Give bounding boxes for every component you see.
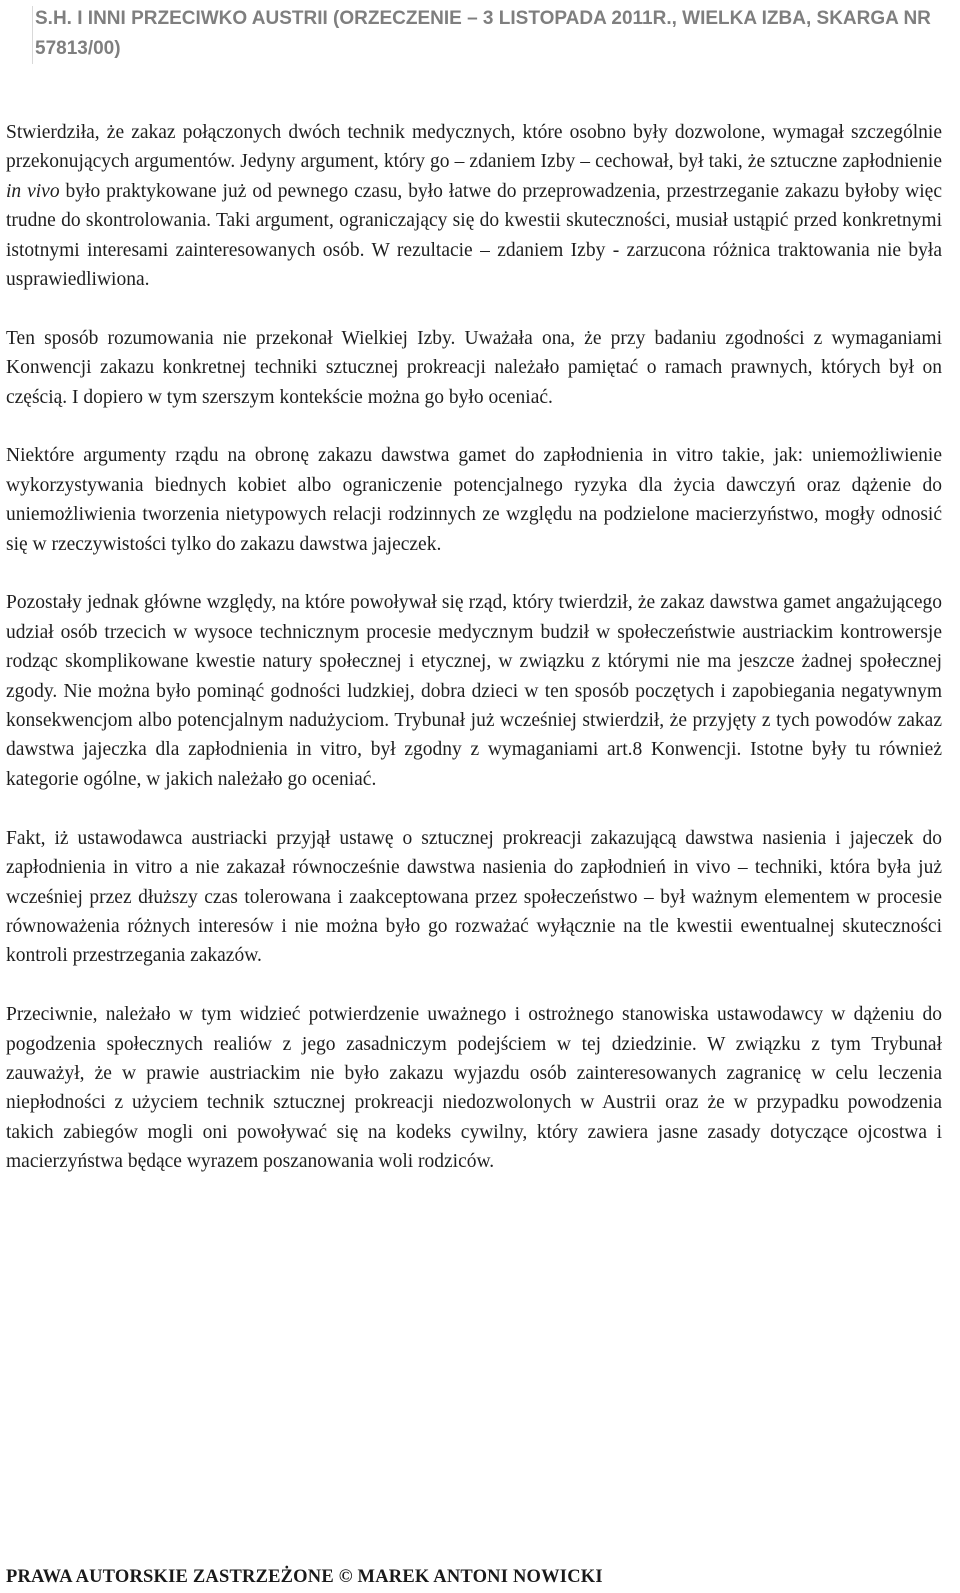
document-body xyxy=(6,118,942,1206)
paragraph: Niektóre argumenty rządu na obronę zakazu dawstwa gamet do zapłodnienia in vitro takie, jak: uniemożliwienie wykorzystywania biednych kobiet albo ograniczenie potencjalnego ryzyka dla życia dawczyń oraz dążenie do uniemożliwienia tworzenia nietypowych relacji rodzinnych ze względu na podzielone macierzyństwo, mogły odnosić się w rzeczywistości tylko do zakazu dawstwa jajeczek. xyxy=(6,445,942,555)
header-divider xyxy=(32,6,33,64)
emphasized-term: in vivo xyxy=(6,180,60,202)
paragraph-text: Stwierdziła, że zakaz połączonych dwóch technik medycznych, które osobno były dozwolone, wymagał szczególnie przekonujących argumentów. Jedyny argument, który go – zdaniem Izby – cechował, był taki, że sztuczne zapłodnienie xyxy=(6,122,942,173)
running-header-title: S.H. I INNI PRZECIWKO AUSTRII (ORZECZENIE – 3 LISTOPADA 2011R., WIELKA IZBA, SKARGA NR 57813/00) xyxy=(35,8,931,59)
paragraph: Przeciwnie, należało w tym widzieć potwierdzenie uważnego i ostrożnego stanowiska ustawodawcy w dążeniu do pogodzenia społecznych realiów z jego zasadniczym podejściem w tej dziedzinie. W związku z tym Trybunał zauważył, że w prawie austriackim nie było zakazu wyjazdu osób zainteresowanych zagranicę w celu leczenia niepłodności z użyciem technik sztucznej prokreacji niedozwolonych w Austrii oraz że w przypadku powodzenia takich zabiegów mogli oni powoływać się na kodeks cywilny, który zawiera jasne zasady dotyczące ojcostwa i macierzyństwa będące wyrazem poszanowania woli rodziców. xyxy=(6,1004,942,1173)
paragraph: Ten sposób rozumowania nie przekonał Wielkiej Izby. Uważała ona, że przy badaniu zgodności z wymaganiami Konwencji zakazu konkretnej techniki sztucznej prokreacji należało pamiętać o ramach prawnych, których był on częścią. I dopiero w tym szerszym kontekście można go było oceniać. xyxy=(6,327,942,408)
paragraph xyxy=(6,118,942,294)
paragraph-text: było praktykowane już od pewnego czasu, było łatwe do przeprowadzenia, przestrzeganie zakazu byłoby więc trudne do skontrolowania. Taki argument, ograniczający się do kwestii skuteczności, musiał ustąpić przed konkretnymi istotnymi interesami zainteresowanych osób. W rezultacie – zdaniem Izby - zarzucona różnica traktowania nie była usprawiedliwiona. xyxy=(6,180,942,291)
paragraph: Pozostały jednak główne względy, na które powoływał się rząd, który twierdził, że zakaz dawstwa gamet angażującego udział osób trzecich w wysoce technicznym procesie medycznym budził w społeczeństwie austriackim kontrowersje rodząc skomplikowane kwestie natury społecznej i etycznej, w związku z którymi nie ma jeszcze żadnej społecznej zgody. Nie można było pominąć godności ludzkiej, dobra dzieci w ten sposób poczętych i zapobiegania negatywnym konsekwencjom albo potencjalnym nadużyciom. Trybunał już wcześniej stwierdził, że przyjęty z tych powodów zakaz dawstwa jajeczka dla zapłodnienia in vitro, był zgodny z wymaganiami art.8 Konwencji. Istotne były tu również kategorie ogólne, w jakich należało go oceniać. xyxy=(6,592,942,790)
paragraph: Fakt, iż ustawodawca austriacki przyjął ustawę o sztucznej prokreacji zakazującą dawstwa nasienia i jajeczek do zapłodnienia in vitro a nie zakazał równocześnie dawstwa nasienia do zapłodnień in vivo – techniki, która była już wcześniej przez dłuższy czas tolerowana i zaakceptowana przez społeczeństwo – był ważnym elementem w procesie równoważenia różnych interesów i nie można było go rozważać wyłącznie na tle kwestii ewentualnej skuteczności kontroli przestrzegania zakazów. xyxy=(6,827,942,967)
copyright-footer: PRAWA AUTORSKIE ZASTRZEŻONE © MAREK ANTONI NOWICKI xyxy=(6,1567,603,1587)
page-header xyxy=(0,0,960,80)
